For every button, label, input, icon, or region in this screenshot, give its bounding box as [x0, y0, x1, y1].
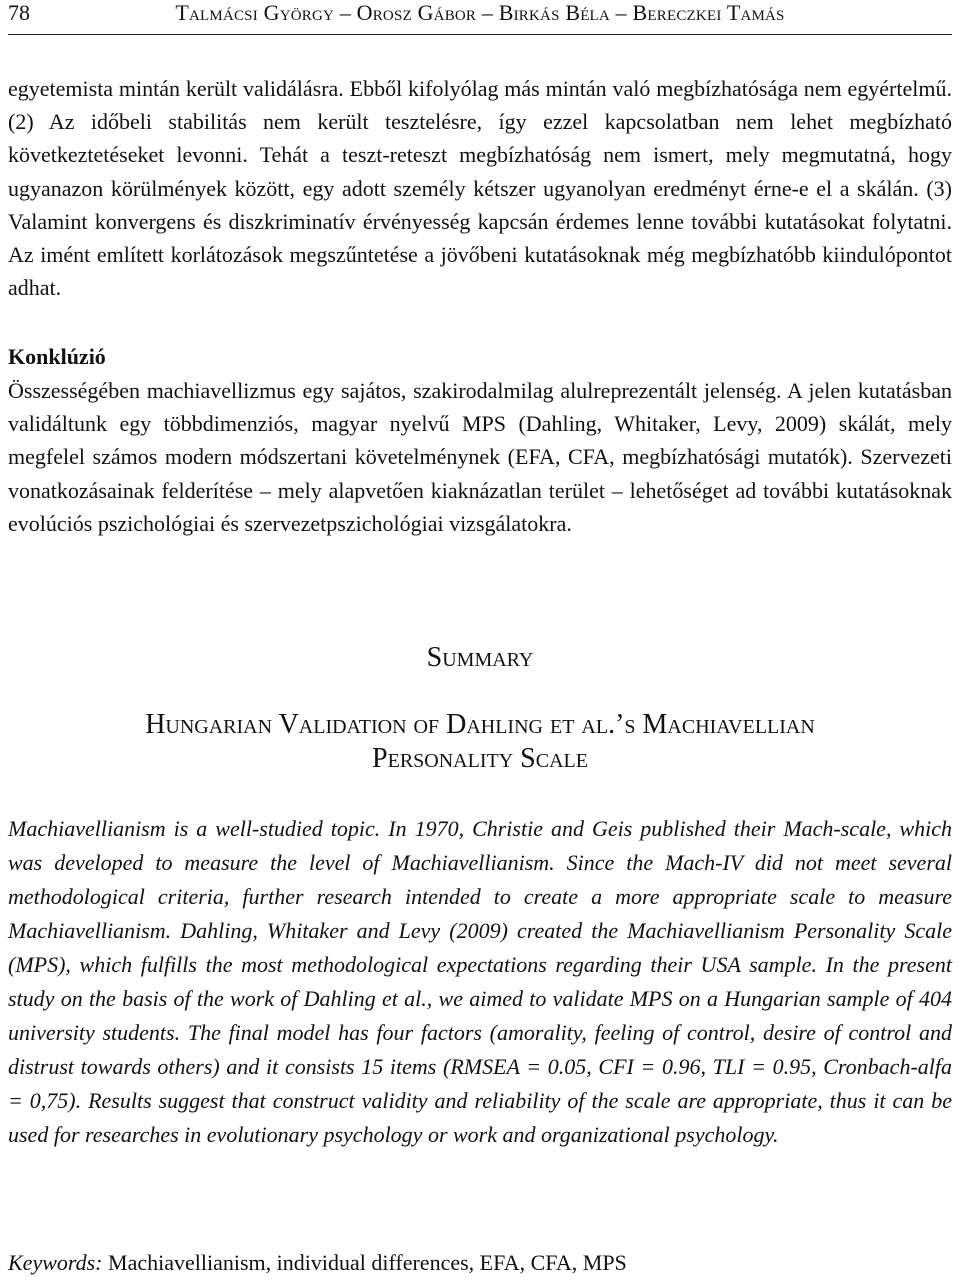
conclusion-heading: Konklúzió: [8, 344, 106, 369]
summary-section-title: Summary: [426, 642, 534, 673]
title-line-2: Personality Scale: [372, 743, 588, 774]
page-header: [8, 0, 952, 35]
keywords-line: [8, 1248, 952, 1278]
body-paragraph-2: Összességében machiavellizmus egy sajátos, szakirodalmilag alulreprezentált jelenség. A jelen kutatásban validáltunk egy többdimenziós, magyar nyelvű MPS (Dahling, Whitaker, Levy, 2009) skálát, mely megfelel számos modern módszertani követelménynek (EFA, CFA, megbízhatósági mutatók). Szervezeti vonatkozásainak felderítése – mely alapvetően kiaknázatlan terület – lehetőséget ad további kutatásoknak evolúciós pszichológiai és szervezetpszichológiai vizsgálatokra.: [8, 378, 952, 536]
keywords-value: Machiavellianism, individual differences, EFA, CFA, MPS: [108, 1250, 627, 1275]
english-paper-title: [0, 708, 960, 776]
title-line-1: Hungarian Validation of Dahling et al.’s Machiavellian: [145, 709, 815, 740]
running-head-authors: Talmácsi György – Orosz Gábor – Birkás Béla – Bereczkei Tamás: [175, 0, 785, 25]
english-abstract: Machiavellianism is a well-studied topic. In 1970, Christie and Geis published their Mach-scale, which was developed to measure the level of Machiavellianism. Since the Mach-IV did not meet several methodological criteria, further research intended to create a more appropriate scale to measure Machiavellianism. Dahling, Whitaker and Levy (2009) created the Machiavellianism Personality Scale (MPS), which fulfills the most methodological expectations regarding their USA sample. In the present study on the basis of the work of Dahling et al., we aimed to validate MPS on a Hungarian sample of 404 university students. The final model has four factors (amorality, feeling of control, desire of control and distrust towards others) and it consists 15 items (RMSEA = 0.05, CFI = 0.96, TLI = 0.95, Cronbach-alfa = 0,75). Results suggest that construct validity and reliability of the scale are appropriate, thus it can be used for researches in evolutionary psychology or work and organizational psychology.: [8, 816, 952, 1147]
body-paragraph-1: egyetemista mintán került validálásra. Ebből kifolyólag más mintán való megbízhatósága nem egyértelmű. (2) Az időbeli stabilitás nem került tesztelésre, így ezzel kapcsolatban nem lehet megbízható következtetéseket levonni. Tehát a teszt-reteszt megbízhatóság nem ismert, mely megmutatná, hogy ugyanazon körülmények között, egy adott személy kétszer ugyanolyan eredményt érne-e el a skálán. (3) Valamint konvergens és diszkriminatív érvényesség kapcsán érdemes lenne további kutatásokat folytatni. Az imént említett korlátozások megszűntetése a jövőbeni kutatásoknak még megbízhatóbb kiindulópontot adhat.: [8, 76, 952, 301]
keywords-label: Keywords:: [8, 1250, 103, 1275]
page-number: 78: [8, 0, 30, 25]
